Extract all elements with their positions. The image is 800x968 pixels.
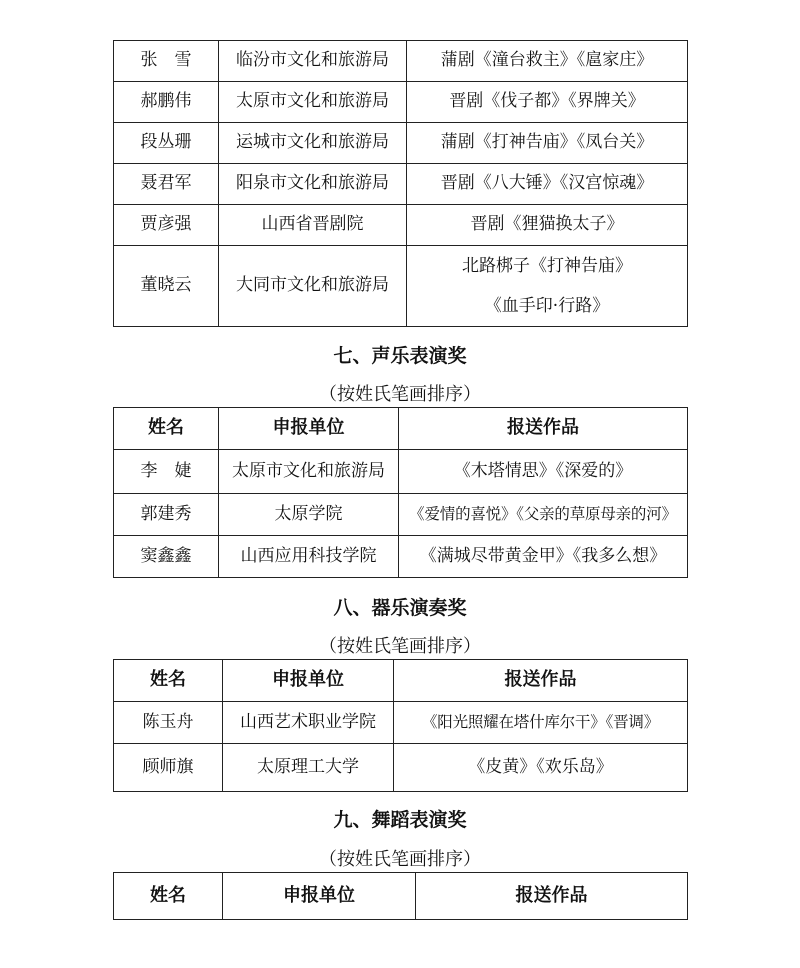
name-cell: 段丛珊	[114, 123, 219, 164]
header-works: 报送作品	[394, 660, 688, 702]
table-header-row	[114, 408, 688, 450]
name-cell: 顾师旗	[114, 744, 223, 792]
works-cell: 《木塔情思》《深爱的》	[399, 450, 688, 494]
header-name: 姓名	[114, 660, 223, 702]
table-row	[114, 246, 688, 327]
unit-cell: 山西省晋剧院	[219, 205, 407, 246]
unit-cell: 山西艺术职业学院	[223, 702, 394, 744]
table-row	[114, 205, 688, 246]
unit-cell: 运城市文化和旅游局	[219, 123, 407, 164]
header-works: 报送作品	[399, 408, 688, 450]
section-subtitle: （按姓氏笔画排序）	[319, 636, 481, 657]
header-name: 姓名	[114, 873, 223, 920]
works-cell: 《满城尽带黄金甲》《我多么想》	[399, 536, 688, 578]
works-cell: 《皮黄》《欢乐岛》	[394, 744, 688, 792]
table-row	[114, 41, 688, 82]
table-row	[114, 82, 688, 123]
header-works: 报送作品	[416, 873, 688, 920]
vocal-award-table	[113, 407, 688, 578]
unit-cell: 太原学院	[219, 494, 399, 536]
works-cell: 《阳光照耀在塔什库尔干》《晋调》	[394, 702, 688, 744]
table-row	[114, 536, 688, 578]
table-header-row	[114, 873, 688, 920]
section-title-dance: 九、舞蹈表演奖	[333, 809, 467, 831]
unit-cell: 山西应用科技学院	[219, 536, 399, 578]
section-subtitle: （按姓氏笔画排序）	[319, 384, 481, 405]
section-subtitle: （按姓氏笔画排序）	[319, 849, 481, 870]
header-unit: 申报单位	[223, 660, 394, 702]
works-cell: 晋剧《狸猫换太子》	[407, 205, 688, 246]
unit-cell: 太原市文化和旅游局	[219, 82, 407, 123]
header-unit: 申报单位	[223, 873, 416, 920]
dance-award-table	[113, 872, 688, 920]
header-unit: 申报单位	[219, 408, 399, 450]
name-cell: 李 婕	[114, 450, 219, 494]
table-row	[114, 744, 688, 792]
section-title-vocal: 七、声乐表演奖	[333, 345, 467, 367]
works-line: 《血手印·行路》	[484, 296, 610, 316]
name-cell: 董晓云	[114, 246, 219, 327]
name-cell: 郭建秀	[114, 494, 219, 536]
works-cell: 蒲剧《打神告庙》《凤台关》	[407, 123, 688, 164]
works-cell: 蒲剧《潼台救主》《扈家庄》	[407, 41, 688, 82]
works-cell: 《爱情的喜悦》《父亲的草原母亲的河》	[399, 494, 688, 536]
name-cell: 郝鹏伟	[114, 82, 219, 123]
award-table-continued	[113, 40, 688, 327]
table-header-row	[114, 660, 688, 702]
name-cell: 贾彦强	[114, 205, 219, 246]
works-cell	[407, 246, 688, 327]
table-row	[114, 494, 688, 536]
works-cell: 晋剧《伐子都》《界牌关》	[407, 82, 688, 123]
table-row	[114, 450, 688, 494]
unit-cell: 太原市文化和旅游局	[219, 450, 399, 494]
table-row	[114, 164, 688, 205]
name-cell: 张 雪	[114, 41, 219, 82]
unit-cell: 大同市文化和旅游局	[219, 246, 407, 327]
name-cell: 窦鑫鑫	[114, 536, 219, 578]
section-title-instrumental: 八、器乐演奏奖	[333, 597, 467, 619]
unit-cell: 临汾市文化和旅游局	[219, 41, 407, 82]
works-cell: 晋剧《八大锤》《汉宫惊魂》	[407, 164, 688, 205]
unit-cell: 太原理工大学	[223, 744, 394, 792]
instrumental-award-table	[113, 659, 688, 792]
header-name: 姓名	[114, 408, 219, 450]
name-cell: 聂君军	[114, 164, 219, 205]
works-line: 北路梆子《打神告庙》	[462, 256, 632, 276]
table-row	[114, 702, 688, 744]
table-row	[114, 123, 688, 164]
name-cell: 陈玉舟	[114, 702, 223, 744]
unit-cell: 阳泉市文化和旅游局	[219, 164, 407, 205]
